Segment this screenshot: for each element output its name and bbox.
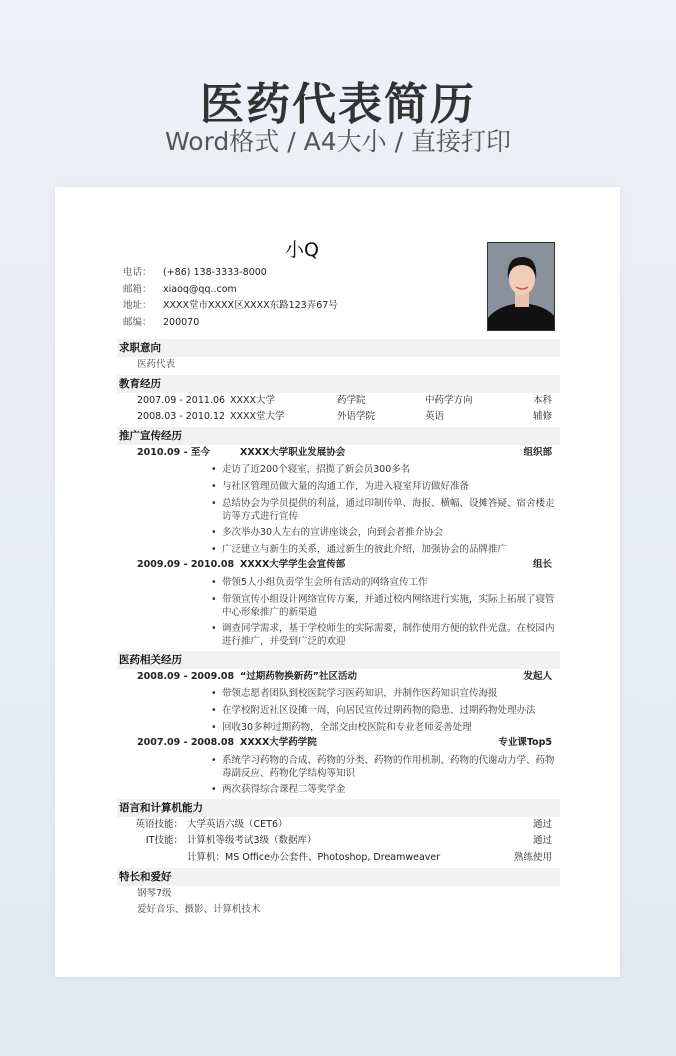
education-cell: 药学院: [337, 394, 366, 406]
entry-org: XXXX大学学生会宣传部: [240, 559, 346, 571]
skill-level: 熟练使用: [513, 852, 552, 864]
section-header-promotion: 推广宣传经历: [117, 427, 560, 445]
resume-body: [117, 338, 560, 919]
contact-row: [123, 298, 338, 315]
entry-header: [117, 445, 560, 462]
entry-bullet: • 在学校附近社区设摊一周，向居民宣传过期药物的隐患、过期药物处理办法: [117, 702, 560, 719]
entry-bullet: • 调查同学需求，基于学校师生的实际需要，制作使用方便的软件光盘。在校园内进行推广，并受到广泛的欢迎: [117, 620, 560, 650]
section-header-medical: 医药相关经历: [117, 651, 560, 669]
education-cell: XXXX堂大学: [230, 411, 285, 423]
entry-date: 2010.09 - 至今: [137, 446, 210, 458]
section-header-hobbies: 特长和爱好: [117, 868, 560, 886]
entry-header: [117, 669, 560, 686]
resume-page: [55, 187, 620, 977]
skill-row: [117, 850, 560, 867]
section-header-education: 教育经历: [117, 375, 560, 393]
education-cell: 辅修: [532, 411, 552, 423]
page-subtitle: Word格式 / A4大小 / 直接打印: [165, 127, 511, 156]
education-cell: 中药学方向: [425, 394, 473, 406]
contact-label: 邮箱：: [123, 283, 152, 295]
section-header-objective: 求职意向: [117, 339, 560, 357]
hobby-item: 爱好音乐、摄影、计算机技术: [137, 904, 261, 916]
entry-bullet: • 回收30多种过期药物，全部交由校医院和专业老师妥善处理: [117, 719, 560, 736]
candidate-name: 小Q: [285, 239, 319, 261]
contact-row: [123, 265, 338, 282]
education-cell: 2008.03 - 2010.12: [137, 411, 226, 423]
contact-row: [123, 282, 338, 299]
contact-label: 邮编：: [123, 316, 152, 328]
entry-bullet: • 多次举办30人左右的宣讲座谈会，向到会者推介协会: [117, 524, 560, 541]
entry-header: [117, 735, 560, 752]
entry-org: XXXX大学药学院: [240, 737, 317, 749]
contact-row: [123, 315, 338, 332]
page-title: 医药代表简历: [200, 79, 476, 130]
contact-value: XXXX堂市XXXX区XXXX东路123弄67号: [163, 300, 338, 312]
skill-value: 计算机：MS Office办公套件、Photoshop, Dreamweaver: [187, 852, 441, 864]
education-row: [117, 393, 560, 410]
section-header-skills: 语言和计算机能力: [117, 799, 560, 817]
entry-bullet: • 走访了近200个寝室，招揽了新会员300多名: [117, 461, 560, 478]
entry-bullet: • 两次获得综合课程二等奖学金: [117, 781, 560, 798]
entry-bullet: • 系统学习药物的合成、药物的分类、药物的作用机制、药物的代谢动力学、药物毒副反应、药物化学结构等知识: [117, 752, 560, 782]
contact-value: xiaoq@qq..com: [163, 283, 237, 295]
entry-date: 2008.09 - 2009.08: [137, 670, 235, 682]
education-cell: 2007.09 - 2011.06: [137, 394, 226, 406]
entry-org: XXXX大学职业发展协会: [240, 446, 346, 458]
education-cell: XXXX大学: [230, 394, 276, 406]
education-row: [117, 409, 560, 426]
profile-photo: [487, 242, 555, 331]
skill-row: [117, 833, 560, 850]
skill-level: 通过: [532, 818, 552, 830]
entry-role: 发起人: [523, 670, 552, 682]
entry-bullet: • 带领志愿者团队到校医院学习医药知识，并制作医药知识宣传海报: [117, 685, 560, 702]
contact-value: (+86) 138-3333-8000: [163, 267, 267, 278]
contact-label: 电话：: [123, 267, 152, 278]
contact-label: 地址：: [123, 300, 152, 312]
entry-bullet: • 带领宣传小组设计网络宣传方案，并通过校内网络进行实施，实际上拓展了寝管中心形象推广的新渠道: [117, 591, 560, 621]
entry-bullet: • 与社区管理员做大量的沟通工作，为进入寝室拜访做好准备: [117, 478, 560, 495]
skill-level: 通过: [532, 835, 552, 847]
contact-value: 200070: [163, 316, 200, 328]
contact-info: [123, 265, 338, 331]
entry-org: “过期药物换新药”社区活动: [240, 670, 357, 682]
skill-label: 英语技能：: [135, 818, 183, 830]
skill-value: 大学英语六级（CET6）: [187, 818, 288, 830]
skill-row: [117, 817, 560, 834]
entry-role: 组织部: [523, 446, 552, 458]
entry-role: 组长: [532, 559, 552, 571]
entry-date: 2007.09 - 2008.08: [137, 737, 235, 749]
entry-header: [117, 557, 560, 574]
education-cell: 外语学院: [337, 411, 376, 423]
entry-bullet: • 总结协会为学员提供的利益，通过印制传单、海报、横幅、设摊答疑、宿舍楼走访等方式进行宣传: [117, 495, 560, 525]
entry-date: 2009.09 - 2010.08: [137, 559, 235, 571]
entry-role: 专业课Top5: [498, 737, 552, 749]
education-cell: 本科: [532, 394, 552, 406]
objective-value: 医药代表: [137, 359, 176, 370]
education-cell: 英语: [425, 411, 445, 423]
entry-bullet: • 带领5人小组负责学生会所有活动的网络宣传工作: [117, 574, 560, 591]
entry-bullet: • 广泛建立与新生的关系，通过新生的彼此介绍，加强协会的品牌推广: [117, 541, 560, 558]
skill-value: 计算机等级考试3级（数据库）: [187, 835, 317, 847]
hobby-item: 钢琴7级: [137, 887, 172, 899]
skill-label: IT技能：: [145, 835, 183, 847]
